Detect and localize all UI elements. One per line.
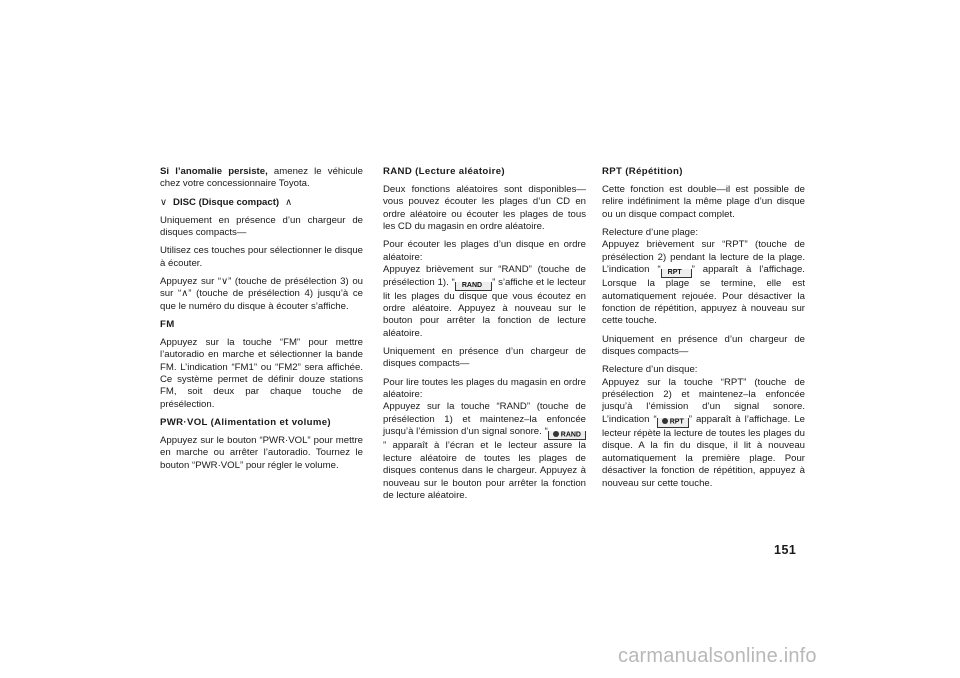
- disc-title: DISC (Disque compact): [173, 196, 280, 208]
- fm-heading: FM: [160, 318, 175, 330]
- rpt-track-text-b: ” apparaît à l’affichage. Lorsque la plage se termine, elle est automatiquement rejouée. Pour désactiver la fonction de répétition, appuyez à nouveau sur cette touche.: [602, 264, 805, 327]
- paragraph-rand-single-title: Pour écouter les plages d’un disque en ordre aléatoire:: [383, 239, 586, 263]
- rpt-cd-display-indicator: [657, 418, 689, 428]
- paragraph-rand-all: [383, 401, 586, 502]
- paragraph-rpt-disc-title: Relecture d’un disque:: [602, 364, 698, 376]
- rand-single-text-a: Appuyez brièvement sur “RAND” (touche de présélection 1). “: [383, 264, 586, 288]
- column-left: [160, 166, 363, 478]
- column-middle: [383, 166, 586, 508]
- rpt-heading: RPT (Répétition): [602, 166, 683, 177]
- rand-all-text-b: ” apparaît à l’écran et le lecteur assure la lecture aléatoire de toutes les plages de disques contenus dans le chargeur. Appuyez à nouveau sur le bouton pour arrêter la fonction de lecture aléatoire.: [383, 440, 586, 501]
- rpt-cd-label: RPT: [669, 418, 684, 426]
- paragraph-rpt-disc: [602, 377, 805, 490]
- paragraph-changer-only: Uniquement en présence d’un chargeur de disques compacts—: [160, 214, 363, 239]
- down-arrow-icon: ∨: [160, 196, 168, 208]
- paragraph-rpt-track-title: Relecture d’une plage:: [602, 227, 699, 239]
- paragraph-rand-all-title: Pour lire toutes les plages du magasin en ordre aléatoire:: [383, 376, 586, 401]
- paragraph-rpt-intro: Cette fonction est double—il est possible de relire indéfiniment la même plage d’un disque ou un disque compact complet.: [602, 184, 805, 220]
- paragraph-rand-intro: Deux fonctions aléatoires sont disponibles—vous pouvez écouter les plages d’un CD en ordre aléatoire ou écouter les plages de tous les CD du magasin en ordre aléatoire.: [383, 184, 586, 233]
- paragraph-rpt-changer-only: Uniquement en présence d’un chargeur de disques compacts—: [602, 333, 805, 358]
- up-arrow-icon: ∧: [285, 196, 293, 208]
- rand-heading: RAND (Lecture aléatoire): [383, 166, 505, 177]
- rand-display-indicator: RAND: [455, 282, 492, 291]
- paragraph-rand-single: [383, 264, 586, 340]
- paragraph-select-disc: Utilisez ces touches pour sélectionner le disque à écouter.: [160, 245, 363, 269]
- rand-all-text-a: Appuyez sur la touche “RAND” (touche de présélection 1) et maintenez–la enfoncée jusqu’à l’émission d’un signal sonore. “: [383, 401, 586, 438]
- paragraph-rpt-track: [602, 239, 805, 327]
- rpt-display-indicator: RPT: [661, 269, 692, 278]
- rpt-track-text-a: Appuyez brièvement sur “RPT” (touche de présélection 2) pendant la lecture de la plage. L’indication “: [602, 239, 805, 276]
- paragraph-anomaly: [160, 166, 363, 191]
- disc-heading: [160, 197, 363, 209]
- rpt-disc-text-a: Appuyez sur la touche “RPT” (touche de présélection 2) et maintenez–la enfoncée jusqu’à l’émission d’un signal sonore. L’indication “: [602, 376, 805, 425]
- rand-single-text-b: ” s’affiche et le lecteur lit les plages du disque que vous écoutez en ordre aléatoire. Appuyez à nouveau sur le bouton pour arrêter la fonction de lecture aléatoire.: [383, 276, 586, 339]
- paragraph-pwr-vol: Appuyez sur le bouton “PWR·VOL” pour mettre en marche ou arrêter l’autoradio. Tournez le bouton “PWR·VOL” pour régler le volume.: [160, 435, 363, 471]
- disc-icon: [553, 431, 559, 437]
- disc-icon: [662, 418, 668, 424]
- paragraph-disc-buttons: Appuyez sur “∨” (touche de présélection 3) ou sur “∧” (touche de présélection 4) jusqu’à ce que le numéro du disque à écouter s’affiche.: [160, 275, 363, 312]
- anomaly-lead: Si l’anomalie persiste,: [160, 166, 268, 177]
- rand-cd-display-indicator: [548, 431, 586, 441]
- column-right: [602, 166, 805, 496]
- page-number: 151: [774, 543, 797, 557]
- paragraph-rand-changer-only: Uniquement en présence d’un chargeur de disques compacts—: [383, 346, 586, 370]
- anomaly-text: amenez le véhicule chez votre concessionnaire Toyota.: [160, 166, 363, 190]
- pwr-vol-heading: PWR·VOL (Alimentation et volume): [160, 417, 331, 429]
- paragraph-fm: Appuyez sur la touche “FM” pour mettre l’autoradio en marche et sélectionner la bande FM. L’indication “FM1” ou “FM2” sera affichée. Ce système permet de définir douze stations FM, soit deux par chaque touche de présélection.: [160, 336, 363, 410]
- rpt-disc-text-b: ” apparaît à l’affichage. Le lecteur répète la lecture de toutes les plages du disque. A la fin du disque, il lit à nouveau automatiquement la première plage. Pour désactiver la fonction de répétition, appuyez à nouveau sur cette touche.: [602, 413, 805, 489]
- rand-cd-label: RAND: [560, 431, 581, 439]
- watermark: carmanualsonline.info: [618, 645, 817, 667]
